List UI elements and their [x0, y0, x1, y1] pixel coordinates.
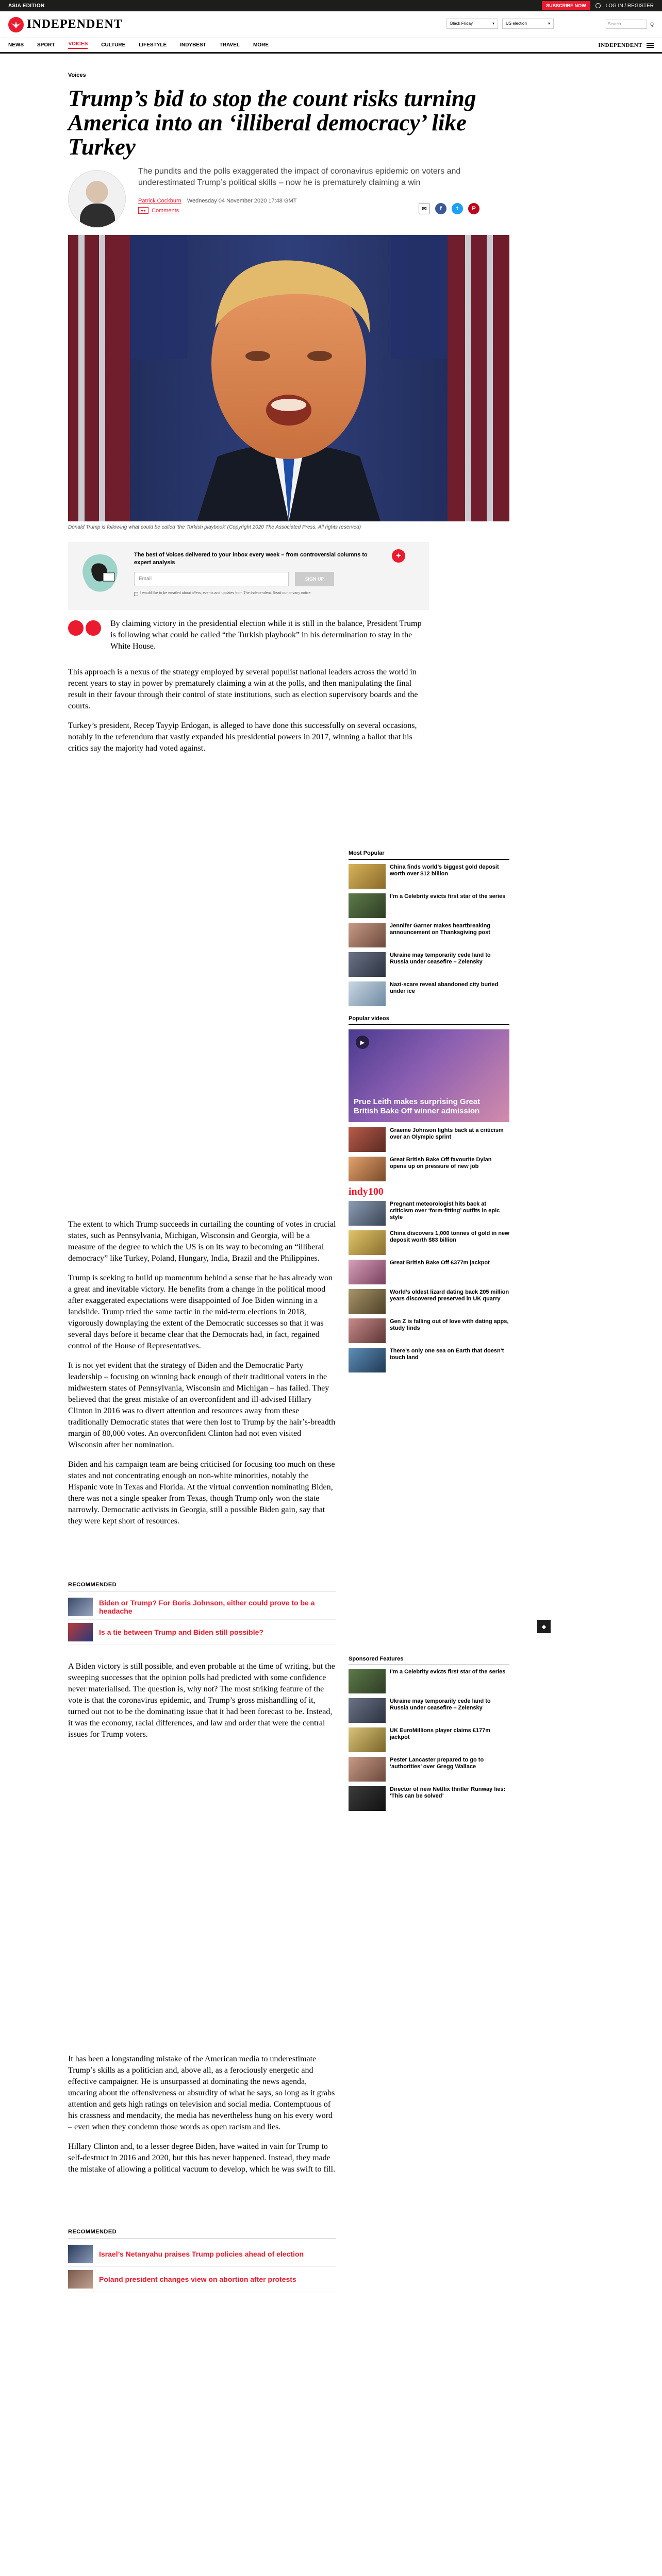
recommended-item[interactable]: [68, 1620, 336, 1645]
article-thumbnail: [349, 1201, 386, 1226]
paragraph: Hillary Clinton and, to a lesser degree Biden, have waited in vain for Trump to self-destruct in 2016 and 2020, but this has never happened. Instead, they made the mistake of allowing a political vacuum to develop, which he was swift to fill.: [68, 2142, 336, 2174]
search-icon[interactable]: Q: [650, 22, 654, 27]
featured-video[interactable]: [349, 1029, 509, 1122]
listen-icon: [68, 620, 84, 636]
paragraph: It has been a longstanding mistake of the American media to underestimate Trump’s skills as a politician and, above all, as a ferociously energetic and effective campaigner. He is unsurpassed at dominating the news agenda, uncaring about the offensiveness or absurdity of what he says, so long as it grabs attention and gets high ratings on television and social media. Contemptuous of his crassness and mendacity, the media has nevertheless hung on his every word – even when they condemn those words as open racism and lies.: [68, 2055, 335, 2131]
search-area: [606, 20, 654, 29]
sponsored-thumbnail: [349, 1669, 386, 1693]
recommended-box: [68, 2229, 336, 2292]
indy-article-title: World’s oldest lizard dating back 205 million years discovered preserved in UK quarry: [390, 1289, 509, 1302]
article-thumbnail: [349, 1318, 386, 1343]
sponsored-title: UK EuroMillions player claims £177m jackpot: [390, 1727, 491, 1740]
video-title: Graeme Johnson lights back at a criticism over an Olympic sprint: [390, 1127, 504, 1140]
comments-link[interactable]: [138, 207, 179, 214]
hero-image: [68, 235, 509, 521]
video-list-item[interactable]: [349, 1127, 509, 1152]
email-field[interactable]: Email: [134, 572, 289, 586]
indy-article-title: Pregnant meteorologist hits back at criticism over ‘form-fitting’ outfits in epic style: [390, 1201, 500, 1221]
login-link[interactable]: LOG IN / REGISTER: [605, 3, 654, 9]
nav-right: [598, 42, 654, 48]
paragraph: The extent to which Trump succeeds in curtailing the counting of votes in crucial states, such as Pennsylvania, Michigan, Wisconsin and Georgia, will be a measure of the degree to which the US is on its way to becoming an “illiberal democracy” like Turkey, Poland, Hungary, India, Brazil and the Philippines.: [68, 1220, 336, 1263]
sponsored-thumbnail: [349, 1727, 386, 1752]
popular-videos-heading: Popular videos: [349, 1015, 509, 1025]
sponsored-item[interactable]: [349, 1757, 509, 1782]
sidebar-article[interactable]: [349, 981, 509, 1006]
eagle-icon: [8, 17, 24, 32]
promo-select-label: US election: [506, 21, 527, 26]
premium-logo[interactable]: INDEPENDENT: [598, 42, 642, 48]
promo-select-us-election[interactable]: [502, 19, 554, 29]
sponsored-title: Ukraine may temporarily cede land to Russia under ceasefire – Zelensky: [390, 1698, 491, 1711]
article-thumbnail: [349, 923, 386, 947]
paragraph: It is not yet evident that the strategy of Biden and the Democratic Party leadership – focusing on winning back enough of their traditional voters in the midwestern states of Pennsylvania, Wisconsin and Michigan – has failed. They believed that the great mistake of an overconfident and ill-advised Hillary Clinton in 2016 was to divert attention and resources away from these traditionally Democratic states that were then lost to Trump by the hair’s-breadth margin of 80,000 votes. An overconfident Clinton had not even visited Wisconsin after her nomination.: [68, 1361, 336, 1449]
article-body-part-4: [68, 1661, 336, 1749]
comment-icon: ●●: [138, 207, 148, 214]
indy-article-title: China discovers 1,000 tonnes of gold in new deposit worth $83 billion: [390, 1230, 509, 1243]
promo-selects: [446, 19, 554, 29]
promo-select-black-friday[interactable]: [446, 19, 498, 29]
image-caption: Donald Trump is following what could be called ‘the Turkish playbook’ (Copyright 2020 The Associated Press. All rights reserved): [68, 524, 361, 530]
sign-up-button[interactable]: SIGN UP: [295, 572, 334, 586]
most-popular-heading: Most Popular: [349, 850, 509, 860]
nav-item-more[interactable]: MORE: [253, 42, 269, 48]
sidebar-article[interactable]: [349, 893, 509, 918]
video-list-item[interactable]: [349, 1157, 509, 1181]
recommended-item[interactable]: [68, 1595, 336, 1620]
paragraph: A Biden victory is still possible, and even probable at the time of writing, but the sweeping successes that the opinion polls had predicted with some confidence never materialised. The question is, why not? The most striking feature of the vote is that the coronavirus epidemic, and Trump’s gross mishandling of it, turned out not to be the dominating issue that it had been forecast to be. Instead, it was the economy, racial differences, and law and order that were the central issues for Trump voters.: [68, 1662, 335, 1739]
sponsored-thumbnail: [349, 1786, 386, 1811]
chevron-down-icon: ▾: [492, 21, 494, 26]
recommended-thumbnail: [68, 2270, 93, 2289]
sponsored-thumbnail: [349, 1698, 386, 1723]
author-avatar: [68, 170, 126, 228]
recommended-thumbnail: [68, 1598, 93, 1616]
paragraph: Trump is seeking to build up momentum behind a sense that he has already won a great and inevitable victory. He benefits from a change in the political mood after exaggerated expectations were disappointed of Joe Biden winning in a landslide. Trump tried the same tactic in the mid-term elections in 2018, vigorously downplaying the extent of the Democratic successes so that it was several days before it became clear that the Democrats had, in fact, regained control of the House of Representatives.: [68, 1274, 333, 1350]
edition-selector[interactable]: ASIA EDITION: [8, 3, 45, 9]
article-thumbnail: [349, 1289, 386, 1314]
play-icon: ▶: [356, 1036, 369, 1049]
indy100-logo[interactable]: [349, 1186, 509, 1198]
user-icon: [595, 3, 601, 8]
audio-player[interactable]: [68, 620, 101, 636]
sidebar-article-title: Jennifer Garner makes heartbreaking announcement on Thanksgiving post: [390, 923, 491, 936]
recommended-item[interactable]: [68, 2242, 336, 2267]
promo-select-label: Black Friday: [450, 21, 473, 26]
indy-article-title: There’s only one sea on Earth that doesn’t touch land: [390, 1348, 504, 1361]
chevron-down-icon: ▾: [548, 21, 550, 26]
masthead: [0, 11, 662, 38]
article-thumbnail: [349, 952, 386, 977]
recommended-title: Poland president changes view on abortion after protests: [99, 2275, 296, 2283]
article-body-part-2: [68, 667, 429, 762]
sidebar-most-popular: [349, 850, 509, 1377]
top-strip: [0, 0, 662, 11]
sponsored-title: I’m a Celebrity evicts first star of the series: [390, 1669, 506, 1675]
indy-article[interactable]: [349, 1318, 509, 1343]
indy-article[interactable]: [349, 1260, 509, 1284]
paragraph: Biden and his campaign team are being criticised for focusing too much on these states and not concentrating enough on non-white minorities, notably the Hispanic vote in Texas and Florida. At the virtual convention nominating Biden, there was not a single speaker from Texas, though Trump only won the state narrowly. Democratic activists in Georgia, still a possible Biden gain, say that they were kept short of resources.: [68, 1460, 335, 1526]
consent-checkbox[interactable]: [134, 592, 138, 596]
video-title: Great British Bake Off favourite Dylan opens up on pressure of new job: [390, 1157, 492, 1170]
article-thumbnail: [349, 1230, 386, 1255]
indy100-logo-part: 100: [368, 1186, 384, 1197]
indy100-logo-part: indy: [349, 1186, 368, 1197]
newsletter-consent: [134, 591, 351, 596]
article-headline: Trump’s bid to stop the count risks turning America into an ‘illiberal democracy’ like Turkey: [68, 86, 476, 160]
nav-item-culture[interactable]: CULTURE: [101, 42, 126, 48]
sponsored-title: Pester Lancaster prepared to go to ‘authorities’ over Gregg Wallace: [390, 1757, 484, 1770]
sponsored-item[interactable]: [349, 1727, 509, 1752]
nav-item-indybest[interactable]: INDYBEST: [180, 42, 206, 48]
logo-wordmark: INDEPENDENT: [27, 18, 123, 31]
recommended-title: Biden or Trump? For Boris Johnson, either could prove to be a headache: [99, 1599, 315, 1615]
article-body-part-1: [110, 618, 429, 660]
recommended-title: Israel’s Netanyahu praises Trump policies ahead of election: [99, 2250, 304, 2258]
recommended-thumbnail: [68, 2245, 93, 2263]
paragraph: This approach is a nexus of the strategy employed by several populist national leaders across the world in recent years to stay in power by prematurely claiming a win at the polls, and then manipulating the final result in their favour through their control of state institutions, such as election supervisory boards and the courts.: [68, 668, 418, 710]
recommended-thumbnail: [68, 1623, 93, 1641]
nav-item-travel[interactable]: TRAVEL: [219, 42, 240, 48]
recommended-heading: RECOMMENDED: [68, 2229, 336, 2239]
twitter-share-icon[interactable]: t: [452, 203, 463, 214]
video-thumbnail: [349, 1127, 386, 1152]
sidebar-sponsored: [349, 1656, 509, 1816]
search-input[interactable]: Search: [606, 20, 647, 29]
sidebar-article-title: China finds world’s biggest gold deposit worth over $12 billion: [390, 864, 499, 877]
pinterest-share-icon[interactable]: P: [468, 203, 479, 214]
nav-item-sport[interactable]: SPORT: [37, 42, 55, 48]
sponsored-title: Director of new Netflix thriller Runway lies: ‘This can be solved’: [390, 1786, 506, 1799]
publish-date: Wednesday 04 November 2020 17:48 GMT: [187, 198, 297, 204]
paragraph: By claiming victory in the presidential election while it is still in the balance, President Trump is following what could be called “the Turkish playbook” in his determination to stay in the White House.: [110, 619, 422, 651]
featured-video-title: Prue Leith makes surprising Great British Bake Off winner admission: [354, 1097, 481, 1115]
sponsored-item[interactable]: [349, 1698, 509, 1723]
indy-article[interactable]: [349, 1289, 509, 1314]
sidebar-article[interactable]: [349, 952, 509, 977]
nav-item-lifestyle[interactable]: LIFESTYLE: [139, 42, 167, 48]
indy-article-title: Gen Z is falling out of love with dating apps, study finds: [390, 1318, 509, 1331]
sponsored-item[interactable]: [349, 1786, 509, 1811]
recommended-box: [68, 1582, 336, 1645]
indy-article[interactable]: [349, 1348, 509, 1372]
newsletter-signup: [68, 542, 429, 610]
sponsored-item[interactable]: [349, 1669, 509, 1693]
video-thumbnail: [349, 1157, 386, 1181]
article-standfirst: The pundits and the polls exaggerated the impact of coronavirus epidemic on voters and underestimated Trump’s political skills – now he is prematurely claiming a win: [138, 167, 461, 187]
paragraph: Turkey’s president, Recep Tayyip Erdogan, is alleged to have done this successfully on several occasions, notably in the referendum that vastly expanded his presidential powers in 2017, winning a ballot that his critics say the majority had voted against.: [68, 721, 417, 753]
sidebar-article-title: I’m a Celebrity evicts first star of the series: [390, 893, 506, 900]
sponsored-heading: Sponsored Features: [349, 1656, 509, 1665]
newsletter-logo-icon: ✦: [392, 549, 405, 563]
indy-article-title: Great British Bake Off £377m jackpot: [390, 1260, 490, 1266]
newsletter-title: The best of Voices delivered to your inbox every week – from controversial columns to expert analysis: [134, 552, 368, 566]
article-thumbnail: [349, 981, 386, 1006]
author-link[interactable]: Patrick Cockburn: [138, 198, 181, 204]
recommended-heading: RECOMMENDED: [68, 1582, 336, 1591]
recommended-item[interactable]: [68, 2267, 336, 2292]
sidebar-article[interactable]: [349, 923, 509, 947]
site-logo[interactable]: [8, 17, 123, 32]
nav-item-news[interactable]: NEWS: [8, 42, 24, 48]
nav-item-voices[interactable]: VOICES: [68, 41, 88, 49]
section-label[interactable]: Voices: [68, 72, 86, 78]
indy-article[interactable]: [349, 1230, 509, 1255]
indy-article[interactable]: [349, 1201, 509, 1226]
consent-text: I would like to be emailed about offers, events and updates from The Independent. Read our privacy notice: [140, 591, 311, 595]
article-body-part-5: [68, 2054, 336, 2183]
top-strip-actions: [542, 1, 654, 10]
menu-icon[interactable]: [647, 43, 654, 48]
email-share-icon[interactable]: ✉: [419, 203, 430, 214]
sidebar-article-title: Ukraine may temporarily cede land to Russia under ceasefire – Zelensky: [390, 952, 491, 965]
subscribe-button[interactable]: SUBSCRIBE NOW: [542, 1, 590, 10]
sidebar-article-title: Nazi-scare reveal abandoned city buried under ice: [390, 981, 499, 994]
sidebar-article[interactable]: [349, 864, 509, 889]
listen-icon: [86, 620, 101, 636]
article-thumbnail: [349, 864, 386, 889]
share-buttons: [419, 203, 479, 214]
recommended-title: Is a tie between Trump and Biden still possible?: [99, 1628, 263, 1636]
facebook-share-icon[interactable]: f: [435, 203, 446, 214]
article-thumbnail: [349, 1260, 386, 1284]
article-body-part-3: [68, 1219, 336, 1535]
byline: [138, 197, 296, 205]
article-thumbnail: [349, 1348, 386, 1372]
notification-bell-icon[interactable]: ◆: [537, 1620, 551, 1633]
newsletter-illustration: [74, 549, 126, 601]
main-nav: [0, 38, 662, 54]
article-thumbnail: [349, 893, 386, 918]
sponsored-thumbnail: [349, 1757, 386, 1782]
comments-link-label: Comments: [152, 207, 179, 214]
